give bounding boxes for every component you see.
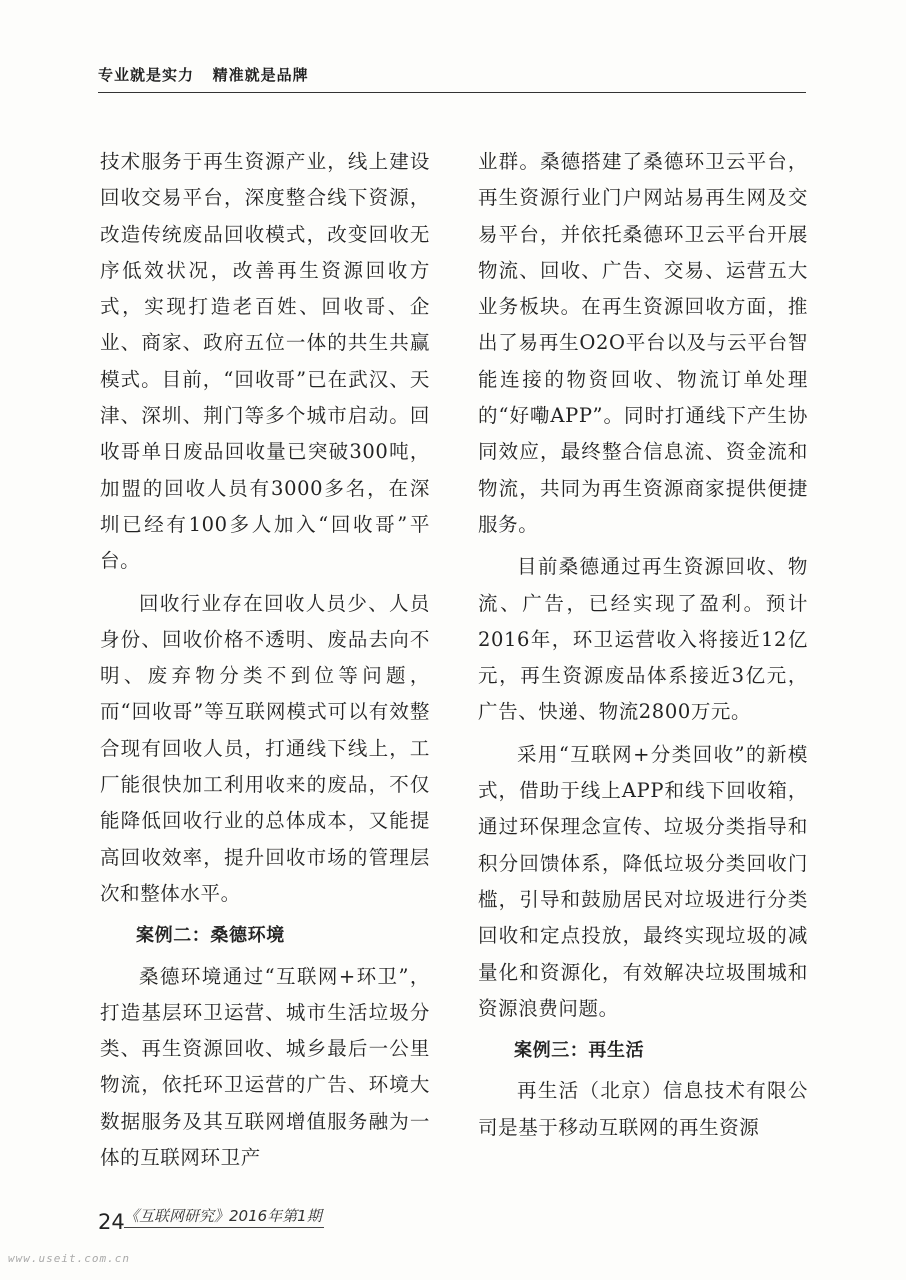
section-heading-case3: 案例三：再生活: [514, 1040, 645, 1062]
body-paragraph: 目前桑德通过再生资源回收、物流、广告，已经实现了盈利。预计2016年，环卫运营收入将接近12亿元，再生资源废品体系接近3亿元，广告、快递、物流2800万元。: [478, 555, 808, 724]
body-paragraph: 采用“互联网+分类回收”的新模式，借助于线上APP和线下回收箱，通过环保理念宣传、垃圾分类指导和积分回馈体系，降低垃圾分类回收门槛，引导和鼓励居民对垃圾进行分类回收和定点投放，最终实现垃圾的减量化和资源化，有效解决垃圾围城和资源浪费问题。: [478, 742, 808, 1020]
section-heading-case2: 案例二：桑德环境: [136, 925, 285, 947]
right-column: [478, 144, 808, 1152]
body-paragraph: 回收行业存在回收人员少、人员身份、回收价格不透明、废品去向不明、废弃物分类不到位等问题，而“回收哥”等互联网模式可以有效整合现有回收人员，打通线下线上，工厂能很快加工利用收来的废品，不仅能降低回收行业的总体成本，又能提高回收效率，提升回收市场的管理层次和整体水平。: [100, 591, 430, 905]
watermark: www.useit.com.cn: [8, 1252, 130, 1265]
footer-divider: [124, 1227, 324, 1228]
body-paragraph: 技术服务于再生资源产业，线上建设回收交易平台，深度整合线下资源，改造传统废品回收模式，改变回收无序低效状况，改善再生资源回收方式，实现打造老百姓、回收哥、企业、商家、政府五位一体的共生共赢模式。目前，“回收哥”已在武汉、天津、深圳、荆门等多个城市启动。回收哥单日废品回收量已突破300吨，加盟的回收人员有3000多名，在深圳已经有100多人加入“回收哥”平台。: [100, 150, 430, 573]
left-column: [100, 144, 430, 1182]
page-number: 24: [98, 1210, 125, 1234]
header-slogan: 专业就是实力 精准就是品牌: [98, 66, 309, 84]
body-paragraph: 再生活（北京）信息技术有限公司是基于移动互联网的再生资源: [478, 1079, 808, 1139]
journal-title: 《互联网研究》2016年第1期: [124, 1207, 322, 1225]
body-paragraph: 业群。桑德搭建了桑德环卫云平台，再生资源行业门户网站易再生网及交易平台，并依托桑德环卫云平台开展物流、回收、广告、交易、运营五大业务板块。在再生资源回收方面，推出了易再生O2O平台以及与云平台智能连接的物资回收、物流订单处理的“好嘞APP”。同时打通线下产生协同效应，最终整合信息流、资金流和物流，共同为再生资源商家提供便捷服务。: [478, 150, 808, 536]
header-divider: [98, 92, 806, 93]
body-paragraph: 桑德环境通过“互联网+环卫”，打造基层环卫运营、城市生活垃圾分类、再生资源回收、城乡最后一公里物流，依托环卫运营的广告、环境大数据服务及其互联网增值服务融为一体的互联网环卫产: [100, 964, 430, 1170]
